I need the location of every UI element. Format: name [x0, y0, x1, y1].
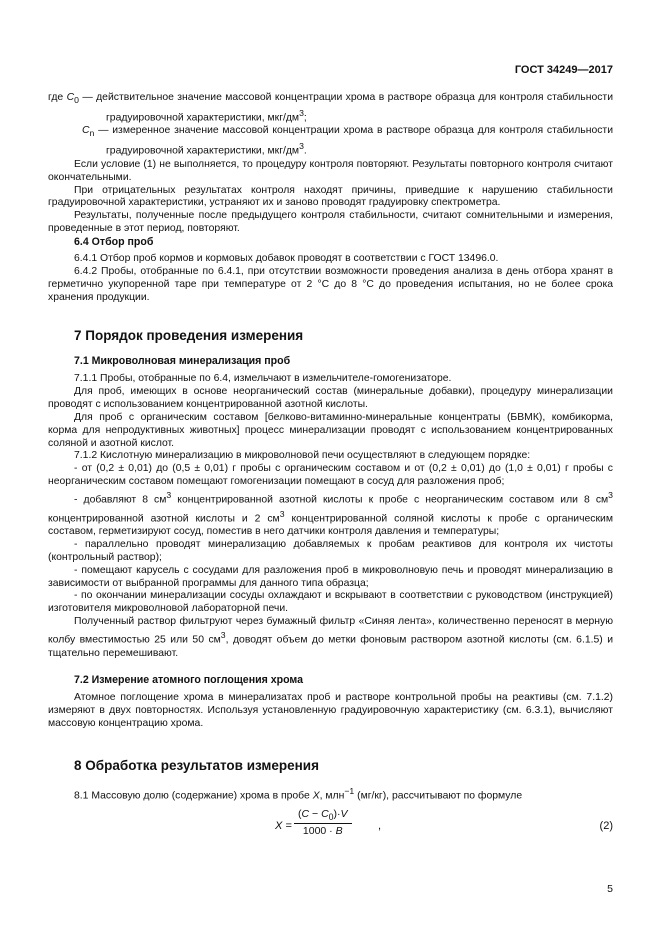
page-number: 5	[607, 883, 613, 895]
minus: −	[309, 808, 322, 820]
definitions-block	[48, 92, 613, 236]
symbol-c: C	[66, 92, 75, 103]
superscript: 3	[608, 490, 613, 501]
symbol-c: C	[82, 125, 90, 137]
text: - добавляют 8 см	[74, 494, 167, 506]
text: , доводят объем до метки фоновым раствором азотной кислоты (см. 6.1.5) и тщательно перемешивают.	[48, 634, 614, 659]
def-c0-text: — действительное значение массовой концентрации хрома в растворе образца для контроля стабильности градуировочной характеристики, мкг/дм	[78, 92, 613, 124]
subscript-0: 0	[328, 812, 334, 823]
formula-number: (2)	[599, 820, 613, 832]
text: 1000 ·	[302, 825, 336, 838]
symbol-v: V	[340, 808, 348, 820]
list-item	[48, 489, 613, 539]
subsection-heading: 7.2 Измерение атомного поглощения хрома	[74, 674, 304, 687]
subscript-0: 0	[74, 95, 79, 106]
document-code: ГОСТ 34249—2017	[514, 64, 613, 76]
superscript: 3	[220, 630, 226, 641]
paren: )	[333, 808, 338, 820]
section-heading: 6.4 Отбор проб	[74, 236, 154, 248]
section-title: 7 Порядок проведения измерения	[74, 328, 304, 343]
def-cn-text: — измеренное значение массовой концентрации хрома в растворе образца для контроля стабильности градуировочной характеристики, мкг/дм	[94, 125, 613, 157]
paragraph	[48, 785, 613, 803]
symbol-x: X	[312, 790, 320, 802]
text: концентрированной азотной кислоты к пробе с неорганическим составом или 8 см	[171, 494, 609, 506]
formula-denominator	[294, 824, 352, 837]
dot: ·	[337, 808, 341, 820]
def-c0-end: ;	[303, 112, 307, 124]
formula-lhs: X =	[275, 820, 292, 832]
document-page	[48, 0, 613, 935]
text: (мг/кг), рассчитывают по формуле	[354, 790, 523, 802]
list-item: - по окончании минерализации сосуды охлаждают и вскрывают в соответствии с руководством (инструкцией) изготовителя микроволновой лабораторной печи.	[48, 590, 613, 615]
section-7	[48, 328, 613, 731]
text: Полученный раствор фильтруют через бумажный фильтр «Синяя лента», количественно переносят в мерную колбу вместимостью 25 или 50 см	[48, 616, 613, 646]
section-6-4	[48, 236, 613, 305]
symbol-c: C	[301, 808, 310, 820]
paragraph: Результаты, полученные после предыдущего контроля стабильности, считают сомнительными и измерения, проведенные в этот период, повторяют.	[48, 210, 613, 235]
paragraph: Атомное поглощение хрома в минерализатах проб и растворе контрольной пробы на реактивы (см. 7.1.2) измеряют в двух повторностях. Используя установленную градуировочную характеристику (см. 6.3.1), вычисляют массовую концентрацию хрома.	[48, 692, 613, 730]
superscript: 3	[166, 490, 172, 501]
def-prefix: где	[48, 92, 67, 103]
paragraph: 7.1.1 Пробы, отобранные по 6.4, измельчают в измельчителе-гомогенизаторе.	[74, 373, 452, 384]
superscript-3: 3	[299, 141, 304, 152]
section-title: 8 Обработка результатов измерения	[74, 758, 319, 773]
def-cn-end: .	[303, 145, 307, 157]
list-item: - помещают карусель с сосудами для разложения проб в микроволновую печь и проводят минерализацию в зависимости от выбранной программы для данного типа образца;	[48, 564, 613, 589]
text: 8.1 Массовую долю (содержание) хрома в пробе	[74, 790, 313, 802]
definition-c0	[48, 92, 613, 125]
symbol-c: C	[321, 808, 329, 820]
formula-2	[48, 808, 613, 844]
subscript-n: n	[89, 128, 95, 139]
section-8	[48, 758, 613, 803]
paragraph: 7.1.2 Кислотную минерализацию в микроволновой печи осуществляют в следующем порядке:	[74, 450, 531, 462]
superscript: −1	[344, 786, 355, 796]
subsection-heading: 7.1 Микроволновая минерализация проб	[74, 355, 291, 367]
formula-numerator	[294, 808, 352, 824]
paren: (	[298, 808, 302, 820]
text: , млн	[319, 790, 345, 802]
list-item: - параллельно проводят минерализацию добавляемых к пробам реактивов для контроля их чистоты (контрольный раствор);	[48, 538, 613, 563]
text: концентрированной азотной кислоты и 2 см	[48, 513, 280, 524]
formula-fraction	[294, 808, 352, 837]
definition-cn	[48, 125, 613, 158]
paragraph: Если условие (1) не выполняется, то процедуру контроля повторяют. Результаты повторного контроля считают окончательными.	[48, 158, 613, 183]
paragraph: При отрицательных результатах контроля находят причины, приведшие к нарушению стабильности градуировочной характеристики, устраняют их и заново проводят градуировку спектрометра.	[48, 184, 613, 209]
paragraph	[48, 616, 613, 660]
superscript: 3	[279, 508, 285, 519]
text: концентрированной соляной кислоты к пробе с органическим составом, герметизируют сосуд, поместив в него датчики контроля давления и температуры;	[48, 513, 613, 537]
formula-comma: ,	[378, 820, 382, 832]
paragraph: 6.4.1 Отбор проб кормов и кормовых добавок проводят в соответствии с ГОСТ 13496.0.	[74, 253, 499, 264]
paragraph: Для проб с органическим составом [белково-витаминно-минеральные концентраты (БВМК), комбикорма, корма для непродуктивных животных] процесс минерализации проводят с использованием концентрированных соляной и азотной кислот.	[48, 411, 613, 449]
paragraph: 6.4.2 Пробы, отобранные по 6.4.1, при отсутствии возможности проведения анализа в день отбора хранят в герметично укупоренной таре при температуре от 2 °С до 8 °С до проведения испытания, но не более срока хранения продукции.	[48, 265, 613, 303]
list-item: - от (0,2 ± 0,01) до (0,5 ± 0,01) г пробы с органическим составом и от (0,2 ± 0,01) до (1,0 ± 0,01) г пробы с неорганическим составом помещают гомогенизации помещают в сосуд для разложения проб;	[48, 463, 613, 488]
symbol-b: B	[335, 825, 343, 838]
superscript-3: 3	[299, 107, 304, 118]
paragraph: Для проб, имеющих в основе неорганический состав (минеральные добавки), процедуру минерализации проводят с использованием концентрированной азотной кислоты.	[48, 385, 613, 410]
